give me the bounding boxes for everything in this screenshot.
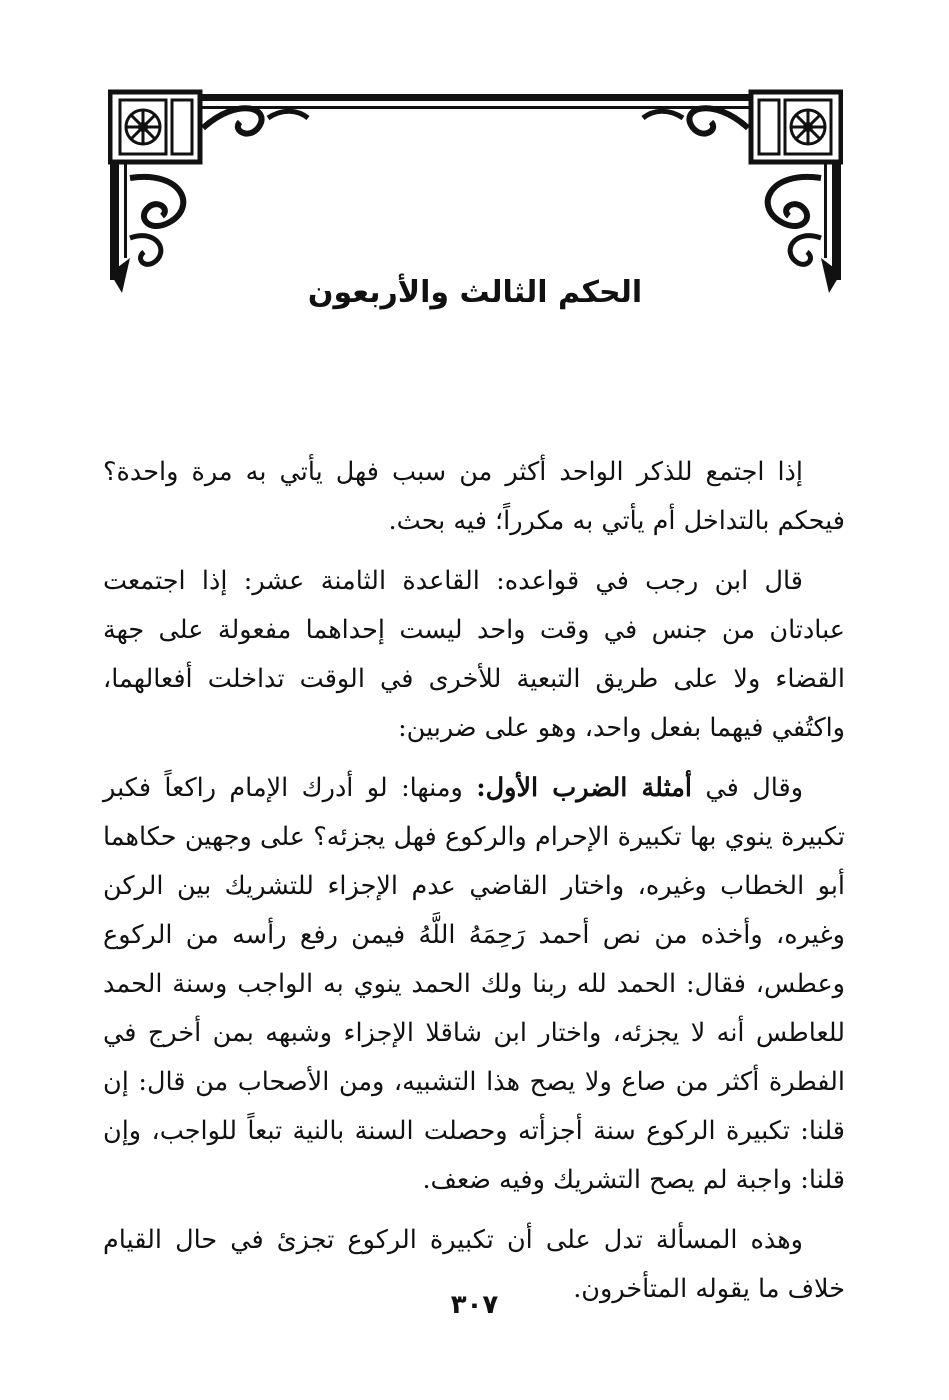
right-corner-ornament xyxy=(643,92,841,293)
paragraph-3-text: ومنها: لو أدرك الإمام راكعاً فكبر تكبيرة ينوي بها تكبيرة الإحرام والركوع فهل يجزئه؟ على وجهين حكاهما أبو الخطاب وغيره، واختار القاضي عدم الإجزاء للتشريك بين الركن وغيره، وأخذه من نص أحمد رَحِمَهُ اللَّهُ فيمن رفع رأسه من الركوع وعطس، فقال: الحمد لله ربنا ولك الحمد ينوي به الواجب وسنة الحمد للعاطس أنه لا يجزئه، واختار ابن شاقلا الإجزاء وشبهه بمن أخرج في الفطرة أكثر من صاع ولا يصح هذا التشبيه، ومن الأصحاب من قال: إن قلنا: تكبيرة الركوع سنة أجزأته وحصلت السنة بالنية تبعاً للواجب، وإن قلنا: واجبة لم يصح التشريك وفيه ضعف. xyxy=(103,773,845,1195)
page-number: ٣٠٧ xyxy=(450,1290,499,1320)
left-corner-ornament xyxy=(110,92,308,293)
paragraph-4: وهذه المسألة تدل على أن تكبيرة الركوع تجزئ في حال القيام خلاف ما يقوله المتأخرون. xyxy=(103,1225,845,1304)
paragraph-3-lead: وقال في xyxy=(692,773,804,803)
paragraph-3-bold-phrase: أمثلة الضرب الأول: xyxy=(476,773,693,803)
body-text xyxy=(103,448,845,1325)
chapter-title: الحكم الثالث والأربعون xyxy=(307,275,643,310)
paragraph-2: قال ابن رجب في قواعده: القاعدة الثامنة عشر: إذا اجتمعت عبادتان من جنس في وقت واحد ليست إحداهما مفعولة على جهة القضاء ولا على طريق التبعية للأخرى في الوقت تداخلت أفعالهما، واكتُفي فيهما بفعل واحد، وهو على ضربين: xyxy=(103,566,845,743)
paragraph-1: إذا اجتمع للذكر الواحد أكثر من سبب فهل يأتي به مرة واحدة؟ فيحكم بالتداخل أم يأتي به مكرراً؛ فيه بحث. xyxy=(103,457,845,536)
paragraph-3 xyxy=(103,764,845,1205)
